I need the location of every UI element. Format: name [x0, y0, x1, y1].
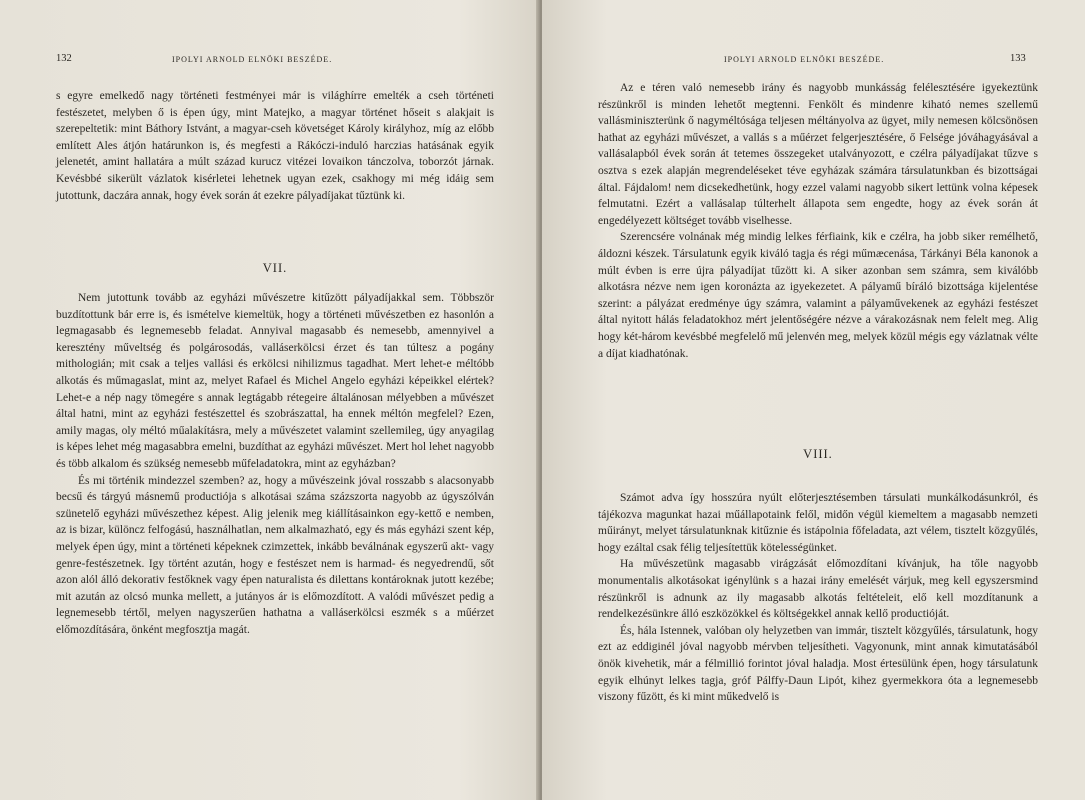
right-page [542, 0, 1085, 800]
right-top-text [598, 80, 1038, 362]
page-number: 132 [56, 53, 72, 64]
running-head: IPOLYI ARNOLD ELNÖKI BESZÉDE. [724, 55, 885, 64]
paragraph: Ha művészetünk magasabb virágzását előmozdítani kívánjuk, ha tőle nagyobb monumentalis alkotásokat igénylünk s a hazai irány emelését várjuk, meg kell egyszersmind részünkről is adnunk az ily magasabb alkotás feltételeit, elő kell mozdítanunk a rendelkezésünkre álló eszközökkel és költségekkel annak kellő productióját. [598, 558, 1038, 621]
paragraph: Számot adva így hosszúra nyúlt előterjesztésemben társulati munkálkodásunkról, és tájékozva magunkat hazai műállapotaink felől, midőn végül kiemeltem a magasabb nemzeti műirányt, melyet társulatunknak kitűznie és istápolnia főfeladata, azt vélem, tisztelt közgyűlés, hogy ezáltal csak félig teljesítettük kötelességünket. [598, 492, 1038, 554]
paragraph: És, hála Istennek, valóban oly helyzetben van immár, tisztelt közgyűlés, társulatunk, hogy ezt az eddiginél jóval nagyobb mérvben teljesítheti. Vagyonunk, mint annak kimutatásából önök kivehetik, már a félmillió forintot jóval haladja. Most értesülünk épen, hogy társulatunk egyik elhúnyt lelkes tagja, gróf Pálffy-Daun Lipót, kihez gyermekkora óta a legnemesebb viszony fűzött, és ki mint műkedvelő is [598, 624, 1038, 704]
right-body-text [598, 490, 1038, 706]
running-head: IPOLYI ARNOLD ELNÖKI BESZÉDE. [172, 55, 333, 64]
left-body-text [56, 290, 494, 638]
paragraph: Nem jutottunk tovább az egyházi művészetre kitűzött pályadíjakkal sem. Többször buzdítottunk bár erre is, és ismételve kiemeltük, hogy a történeti művészetben ez hasonlón a legmagasabb és legnemesebb feladat. Annyival magasabb és nemesebb, amennyivel a keresztény műveltség és polgárosodás, valláserkölcsi érzet és tan túltesz a pogány mithologián; mit csak a teljes vallási és erkölcsi nihilizmus tagadhat. Mert lehet-e méltóbb alkotás és műmagaslat, mint az, melyet Rafael és Michel Angelo egyházi képeikkel elértek? Lehet-e a nép nagy tömegére s annak legtágabb rétegeire általánosan mélyebben a művészet által hatni, mint az egyházi festészettel és szobrászattal, ha ennek méltón megfelel? Ezen, amily magas, oly méltó műalakításra, mely a művészetet valamint szellemileg, úgy anyagilag is képes lehet még magasabbra emelni, buzdíthat az egyházi művészet. Mert hol lehet nagyobb és több alkalom és szükség nemesebb műfeladatokra, mint az egyházban? [56, 292, 494, 470]
page-number: 133 [1010, 53, 1026, 64]
section-heading: VIII. [803, 447, 833, 461]
paragraph: Az e téren való nemesebb irány és nagyobb munkásság felélesztésére igyekeztünk részünkről is minden lehetőt megtenni. Fenkölt és mindenre kiható nemes szellemű vallásminiszterünk ő nagyméltósága teljesen méltányolva az ügyet, mily nemesen kölcsönösen hathat az egyházi művészet, a vallás s a műérzet felgerjesztésére, ő Felsége jóváhagyásával a vallásalapból évek során át tetemes összegeket utalványozott, e czélra pályadíjakat tűzve s osztva s ezek alapján megrendeléseket téve egyházak számára társulatunkban és bizottságai által. Fájdalom! nem dicsekedhetünk, hogy ezzel valami nagyobb sikert lettünk volna képesek felmutatni. Ezért a vallásalap túlterhelt állapota sem engedte, hogy az évek során át engedélyezett költséget tovább viselhesse. [598, 82, 1038, 227]
paragraph: És mi történik mindezzel szemben? az, hogy a művészeink jóval rosszabb s alacsonyabb becsű és tárgyú másnemű productiója s alkotásai száma százszorta nagyobb az úgyszólván szünetelő egyházi művészethez képest. Alig jelenik meg kiállításainkon egy-kettő e nemben, az is bizar, különcz felfogású, használhatlan, nem alkalmazható, egy és más egyházi szent kép, melyek épen úgy, mint a történeti képeknek czimzettek, inkább beválnának egyszerű akt- vagy genre-festészetnek. Igy történt azután, hogy e festészet nem is harmad- és negyedrendű, sőt azon alól álló dekorativ festőknek vagy épen naturalista és dilettans kontároknak jutott kezébe; mit azután az olcsó munka mellett, a jutányos ár is előmozdított. A valódi művészet pedig a legnemesebb tértől, melyen nagyszerűen hathatna a valláserkölcsi eszmék s a műérzet előmozdítására, önként megfosztja magát. [56, 474, 494, 636]
section-heading: VII. [262, 261, 288, 275]
paragraph: s egyre emelkedő nagy történeti festményei már is világhírre emelték a cseh történeti festészetet, melyben ő is épen úgy, mint Matejko, a magyar történet hőseit s alakjait is szerepeltetik: mint Báthory Istvánt, a magyar-cseh követséget Károly királyhoz, míg az előbb említett Ales átjón határunkon is, és megfesti a Rákóczi-induló harczias hatásának egyik jelenetét, amint hallatára a múlt század kurucz vitézei lovaikon tánczolva, toborzót járnak. Kevésbbé sikerült vázlatok kisérletei lehetnek ugyan ezek, csakhogy mi még idáig sem jutottunk, daczára annak, hogy évek során át ezekre pályadíjakat tűztünk ki. [56, 90, 494, 202]
paragraph: Szerencsére volnának még mindig lelkes férfiaink, kik e czélra, ha jobb siker remélhető, áldozni készek. Társulatunk egyik kiváló tagja és régi műmæcenása, Tárkányi Béla kanonok a múlt évben is erre újra pályadíjat tűzött ki. A siker azonban sem számra, sem kiválóbb alkotásra nézve nem igen koronázta az igyekezetet. A pályamű bíráló bizottsága kijelentése szerint: a pályázat eredménye úgy számra, valamint a pályaművekenek az egyházi festészet által nyitott hálás feladatokhoz mért jelentőségére nézve a várakozásnak nem felelt meg. Alig hogy két-három kevésbbé megfelelő mű jelenvén meg, melyek közül mégis egy vázlatnak vélte a díjat kiadhatónak. [598, 231, 1038, 360]
left-page [0, 0, 540, 800]
left-top-text [56, 88, 494, 204]
